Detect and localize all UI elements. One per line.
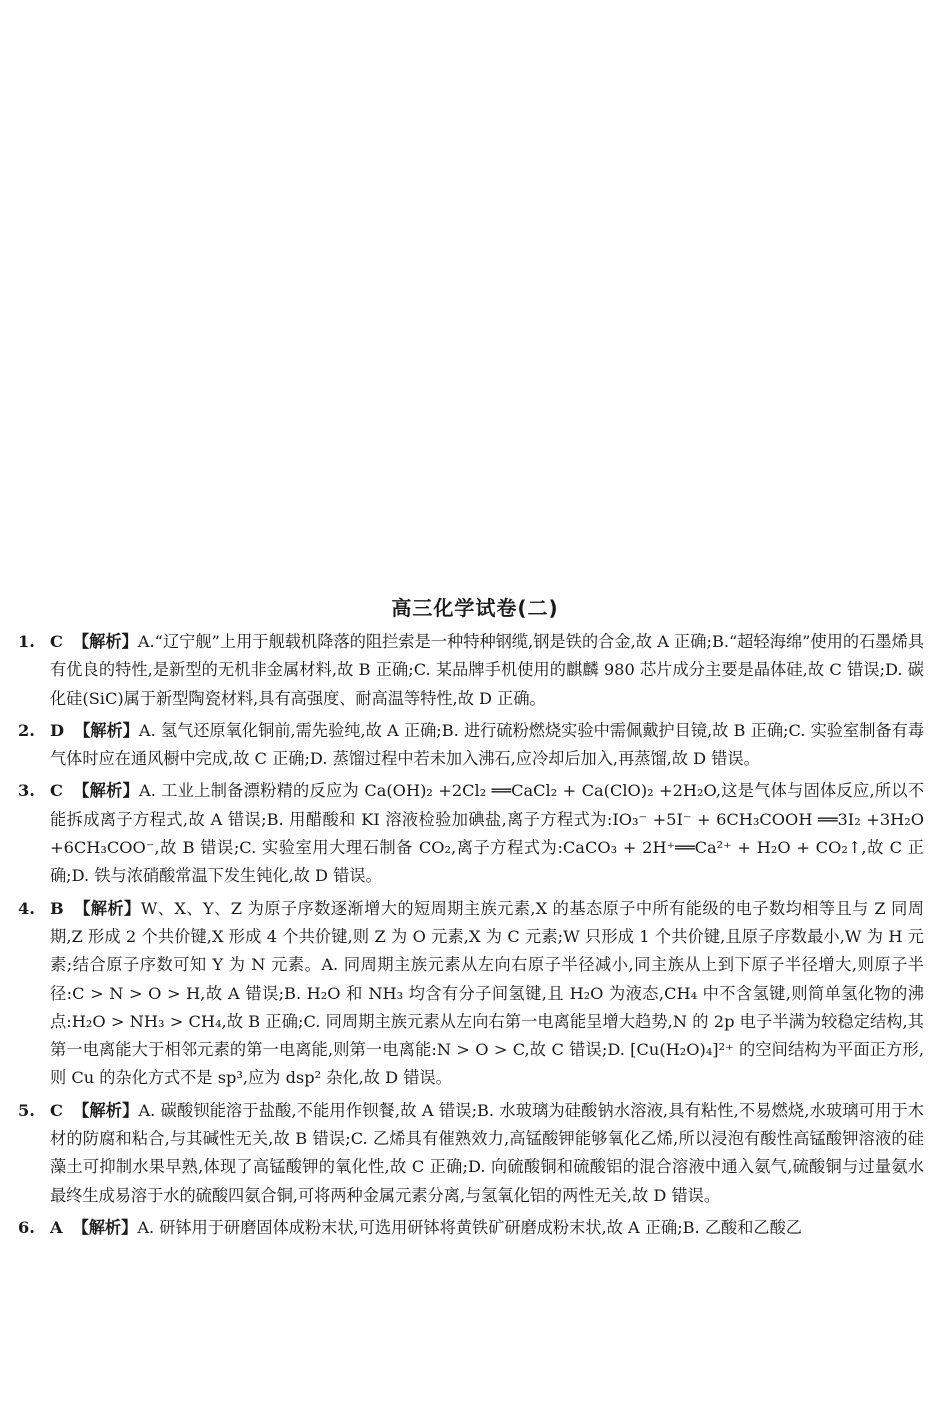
answer-letter: C [50, 632, 63, 651]
analysis-tag: 【解析】 [74, 720, 139, 740]
answer-item-4 [18, 895, 924, 1093]
question-number: 1. [18, 632, 35, 651]
answer-item-5 [18, 1097, 924, 1210]
analysis-tag: 【解析】 [72, 781, 140, 801]
analysis-tag: 【解析】 [72, 632, 138, 651]
analysis-tag: 【解析】 [72, 1217, 138, 1237]
question-number: 3. [18, 781, 35, 801]
answer-letter: C [50, 1100, 63, 1120]
analysis-text: A. 研钵用于研磨固体成粉末状,可选用研钵将黄铁矿研磨成粉末状,故 A 正确;B. 乙酸和乙酸乙 [137, 1217, 802, 1237]
answer-letter: B [50, 898, 64, 918]
question-number: 2. [18, 720, 35, 740]
question-number: 5. [18, 1100, 35, 1120]
question-number: 4. [18, 898, 35, 918]
answer-letter: A [50, 1217, 63, 1237]
analysis-text: A. 碳酸钡能溶于盐酸,不能用作钡餐,故 A 错误;B. 水玻璃为硅酸钠水溶液,具有粘性,不易燃烧,水玻璃可用于木材的防腐和粘合,与其碱性无关,故 B 错误;C. 乙烯具有催熟效力,高锰酸钾能够氧化乙烯,所以浸泡有酸性高锰酸钾溶液的硅藻土可抑制水果早熟,体现了高锰酸钾的氧化性,故 C 正确;D. 向硫酸铜和硫酸铝的混合溶液中通入氨气,硫酸铜与过量氨水最终生成易溶于水的硫酸四氨合铜,可将两种金属元素分离,与氢氧化铝的两性无关,故 D 错误。 [50, 1100, 925, 1205]
answer-item-6 [18, 1214, 924, 1242]
analysis-text: A. 氢气还原氧化铜前,需先验纯,故 A 正确;B. 进行硫粉燃烧实验中需佩戴护目镜,故 B 正确;C. 实验室制备有毒气体时应在通风橱中完成,故 C 正确;D. 蒸馏过程中若未加入沸石,应冷却后加入,再蒸馏,故 D 错误。 [50, 720, 925, 769]
analysis-tag: 【解析】 [72, 1100, 139, 1120]
answer-list [18, 628, 924, 1242]
analysis-text: A. 工业上制备漂粉精的反应为 Ca(OH)₂ +2Cl₂ ══CaCl₂ + Ca(ClO)₂ +2H₂O,这是气体与固体反应,所以不能拆成离子方程式,故 A 错误;B. 用醋酸和 KI 溶液检验加碘盐,离子方程式为:IO₃⁻ +5I⁻ + 6CH₃COOH ══3I₂ +3H₂O +6CH₃COO⁻,故 B 错误;C. 实验室用大理石制备 CO₂,离子方程式为:CaCO₃ + 2H⁺══Ca²⁺ + H₂O + CO₂↑,故 C 正确;D. 铁与浓硝酸常温下发生钝化,故 D 错误。 [50, 781, 925, 886]
analysis-tag: 【解析】 [73, 898, 141, 918]
question-number: 6. [18, 1217, 35, 1237]
answer-letter: C [50, 781, 63, 801]
page-title: 高三化学试卷(二) [391, 596, 559, 620]
analysis-text: W、X、Y、Z 为原子序数逐渐增大的短周期主族元素,X 的基态原子中所有能级的电子数均相等且与 Z 同周期,Z 形成 2 个共价键,X 形成 4 个共价键,则 Z 为 O 元素,X 为 C 元素;W 只形成 1 个共价键,且原子序数最小,W 为 H 元素;结合原子序数可知 Y 为 N 元素。A. 同周期主族元素从左向右原子半径减小,同主族从上到下原子半径增大,则原子半径:C > N > O > H,故 A 错误;B. H₂O 和 NH₃ 均含有分子间氢键,且 H₂O 为液态,CH₄ 中不含氢键,则简单氢化物的沸点:H₂O > NH₃ > CH₄,故 B 正确;C. 同周期主族元素从左向右第一电离能呈增大趋势,N 的 2p 电子半满为较稳定结构,其第一电离能大于相邻元素的第一电离能,则第一电离能:N > O > C,故 C 错误;D. [Cu(H₂O)₄]²⁺ 的空间结构为平面正方形,则 Cu 的杂化方式不是 sp³,应为 dsp² 杂化,故 D 错误。 [50, 898, 925, 1088]
answer-item-1 [18, 628, 924, 713]
answer-item-2 [18, 717, 924, 774]
answer-item-3 [18, 777, 924, 890]
analysis-text: A.“辽宁舰”上用于舰载机降落的阻拦索是一种特种钢缆,钢是铁的合金,故 A 正确;B.“超轻海绵”使用的石墨烯具有优良的特性,是新型的无机非金属材料,故 B 正确;C. 某品牌手机使用的麒麟 980 芯片成分主要是晶体硅,故 C 错误;D. 碳化硅(SiC)属于新型陶瓷材料,具有高强度、耐高温等特性,故 D 正确。 [50, 632, 925, 708]
answer-letter: D [50, 720, 65, 740]
